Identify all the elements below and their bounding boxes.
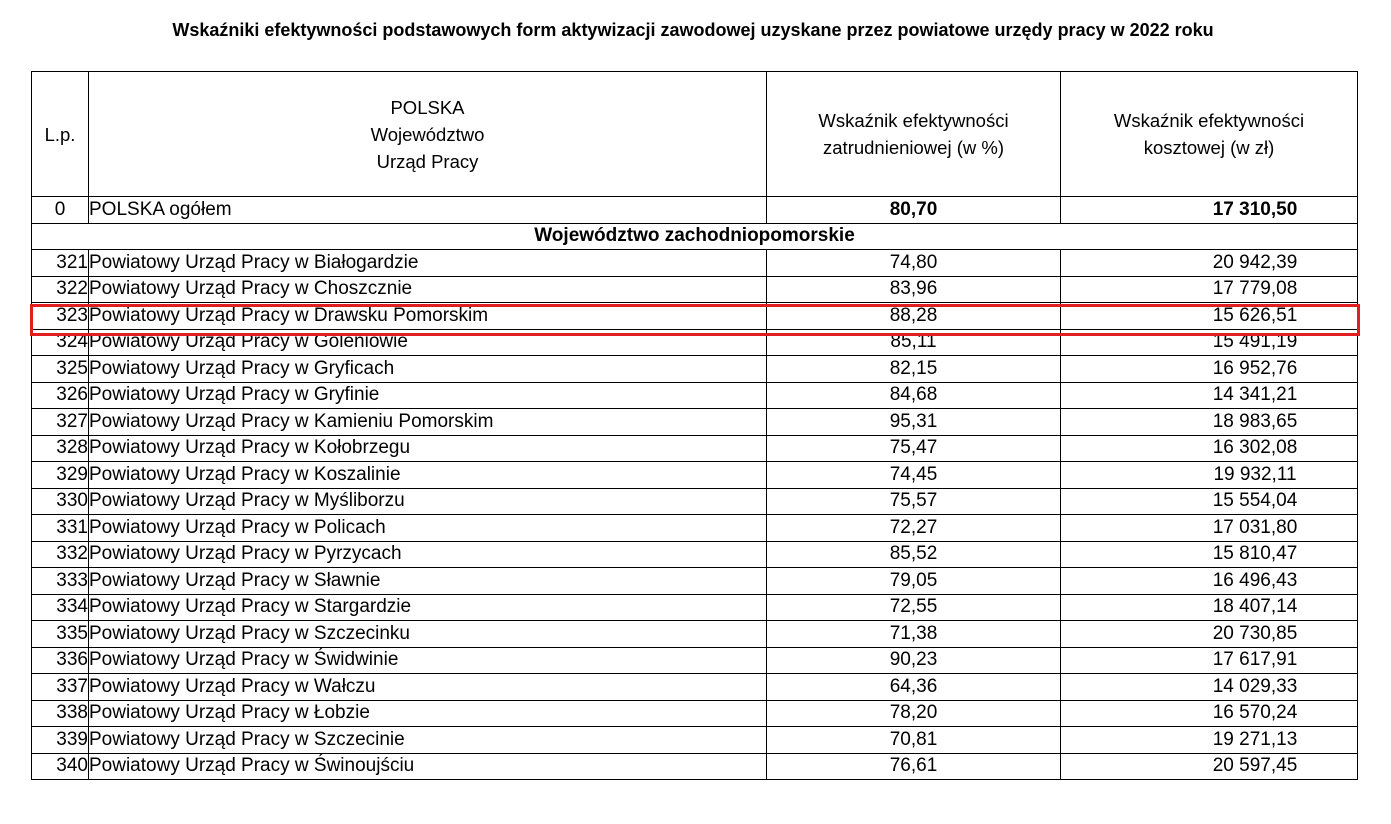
row-employment: 74,45 [767,462,1061,489]
header-name-line: Województwo [370,123,485,145]
row-cost: 14 029,33 [1061,674,1358,701]
row-name: Powiatowy Urząd Pracy w Świdwinie [89,647,767,674]
row-name: Powiatowy Urząd Pracy w Goleniowie [89,329,767,356]
table-row [32,515,1358,542]
table-row [32,700,1358,727]
row-lp: 322 [32,276,89,303]
header-employment-line: Wskaźnik efektywności [818,110,1009,131]
section-title: Województwo zachodniopomorskie [32,223,1358,250]
row-lp: 324 [32,329,89,356]
row-cost: 17 031,80 [1061,515,1358,542]
row-employment: 70,81 [767,727,1061,754]
table-row [32,462,1358,489]
row-employment: 84,68 [767,382,1061,409]
row-lp: 321 [32,250,89,277]
row-name: Powiatowy Urząd Pracy w Świnoujściu [89,753,767,780]
table-row [32,435,1358,462]
table-row [32,356,1358,383]
total-name: POLSKA ogółem [89,197,767,224]
header-name [89,72,767,197]
row-employment: 64,36 [767,674,1061,701]
table-row [32,382,1358,409]
table-row [32,488,1358,515]
header-name-line: Urząd Pracy [376,150,479,172]
row-employment: 83,96 [767,276,1061,303]
section-row [32,223,1358,250]
row-cost: 15 810,47 [1061,541,1358,568]
row-employment: 90,23 [767,647,1061,674]
row-cost: 16 570,24 [1061,700,1358,727]
row-employment: 72,27 [767,515,1061,542]
row-lp: 337 [32,674,89,701]
row-cost: 16 952,76 [1061,356,1358,383]
row-cost: 18 407,14 [1061,594,1358,621]
table-row [32,541,1358,568]
table-row [32,727,1358,754]
row-employment: 75,47 [767,435,1061,462]
row-name: Powiatowy Urząd Pracy w Łobzie [89,700,767,727]
table-row [32,647,1358,674]
page-title: Wskaźniki efektywności podstawowych form aktywizacji zawodowej uzyskane przez powiatowe urzędy pracy w 2022 roku [172,20,1214,40]
row-lp: 335 [32,621,89,648]
row-lp: 334 [32,594,89,621]
row-employment: 74,80 [767,250,1061,277]
row-lp: 339 [32,727,89,754]
total-employment: 80,70 [767,197,1061,224]
row-cost: 15 626,51 [1061,303,1358,330]
row-cost: 16 302,08 [1061,435,1358,462]
row-employment: 95,31 [767,409,1061,436]
row-cost: 20 730,85 [1061,621,1358,648]
row-lp: 328 [32,435,89,462]
header-lp: L.p. [32,72,89,197]
total-row [32,197,1358,224]
table-row [32,276,1358,303]
row-lp: 325 [32,356,89,383]
row-lp: 336 [32,647,89,674]
row-cost: 14 341,21 [1061,382,1358,409]
header-employment [767,72,1061,197]
row-employment: 88,28 [767,303,1061,330]
row-employment: 85,11 [767,329,1061,356]
row-name: Powiatowy Urząd Pracy w Sławnie [89,568,767,595]
table-row [32,329,1358,356]
row-lp: 323 [32,303,89,330]
row-lp: 333 [32,568,89,595]
row-employment: 76,61 [767,753,1061,780]
header-cost [1061,72,1358,197]
row-name: Powiatowy Urząd Pracy w Koszalinie [89,462,767,489]
row-lp: 326 [32,382,89,409]
row-employment: 85,52 [767,541,1061,568]
row-name: Powiatowy Urząd Pracy w Choszcznie [89,276,767,303]
table-row [32,753,1358,780]
table-row [32,250,1358,277]
row-cost: 19 932,11 [1061,462,1358,489]
row-lp: 327 [32,409,89,436]
row-name: Powiatowy Urząd Pracy w Gryfinie [89,382,767,409]
row-name: Powiatowy Urząd Pracy w Stargardzie [89,594,767,621]
header-employment-line: zatrudnieniowej (w %) [823,137,1004,158]
total-cost: 17 310,50 [1061,197,1358,224]
row-cost: 20 942,39 [1061,250,1358,277]
row-lp: 340 [32,753,89,780]
header-cost-line: kosztowej (w zł) [1143,137,1275,158]
row-cost: 19 271,13 [1061,727,1358,754]
row-name: Powiatowy Urząd Pracy w Drawsku Pomorskim [89,303,767,330]
row-name: Powiatowy Urząd Pracy w Białogardzie [89,250,767,277]
table-header-row [32,72,1358,197]
table-row [32,303,1358,330]
row-name: Powiatowy Urząd Pracy w Szczecinie [89,727,767,754]
row-cost: 15 491,19 [1061,329,1358,356]
row-name: Powiatowy Urząd Pracy w Gryficach [89,356,767,383]
row-lp: 329 [32,462,89,489]
row-name: Powiatowy Urząd Pracy w Myśliborzu [89,488,767,515]
row-name: Powiatowy Urząd Pracy w Wałczu [89,674,767,701]
row-lp: 332 [32,541,89,568]
row-lp: 331 [32,515,89,542]
row-employment: 78,20 [767,700,1061,727]
row-lp: 330 [32,488,89,515]
row-employment: 72,55 [767,594,1061,621]
row-employment: 75,57 [767,488,1061,515]
row-name: Powiatowy Urząd Pracy w Szczecinku [89,621,767,648]
row-cost: 16 496,43 [1061,568,1358,595]
efficiency-table [31,71,1358,780]
row-name: Powiatowy Urząd Pracy w Policach [89,515,767,542]
row-employment: 79,05 [767,568,1061,595]
row-name: Powiatowy Urząd Pracy w Kołobrzegu [89,435,767,462]
table-row [32,594,1358,621]
row-cost: 18 983,65 [1061,409,1358,436]
row-cost: 17 779,08 [1061,276,1358,303]
row-name: Powiatowy Urząd Pracy w Kamieniu Pomorskim [89,409,767,436]
header-name-line: POLSKA [390,96,465,118]
row-cost: 17 617,91 [1061,647,1358,674]
table-row [32,568,1358,595]
total-lp: 0 [32,197,89,224]
table-row [32,409,1358,436]
header-cost-line: Wskaźnik efektywności [1113,110,1305,131]
row-name: Powiatowy Urząd Pracy w Pyrzycach [89,541,767,568]
row-employment: 82,15 [767,356,1061,383]
table-row [32,674,1358,701]
row-cost: 20 597,45 [1061,753,1358,780]
row-employment: 71,38 [767,621,1061,648]
row-lp: 338 [32,700,89,727]
row-cost: 15 554,04 [1061,488,1358,515]
table-row [32,621,1358,648]
